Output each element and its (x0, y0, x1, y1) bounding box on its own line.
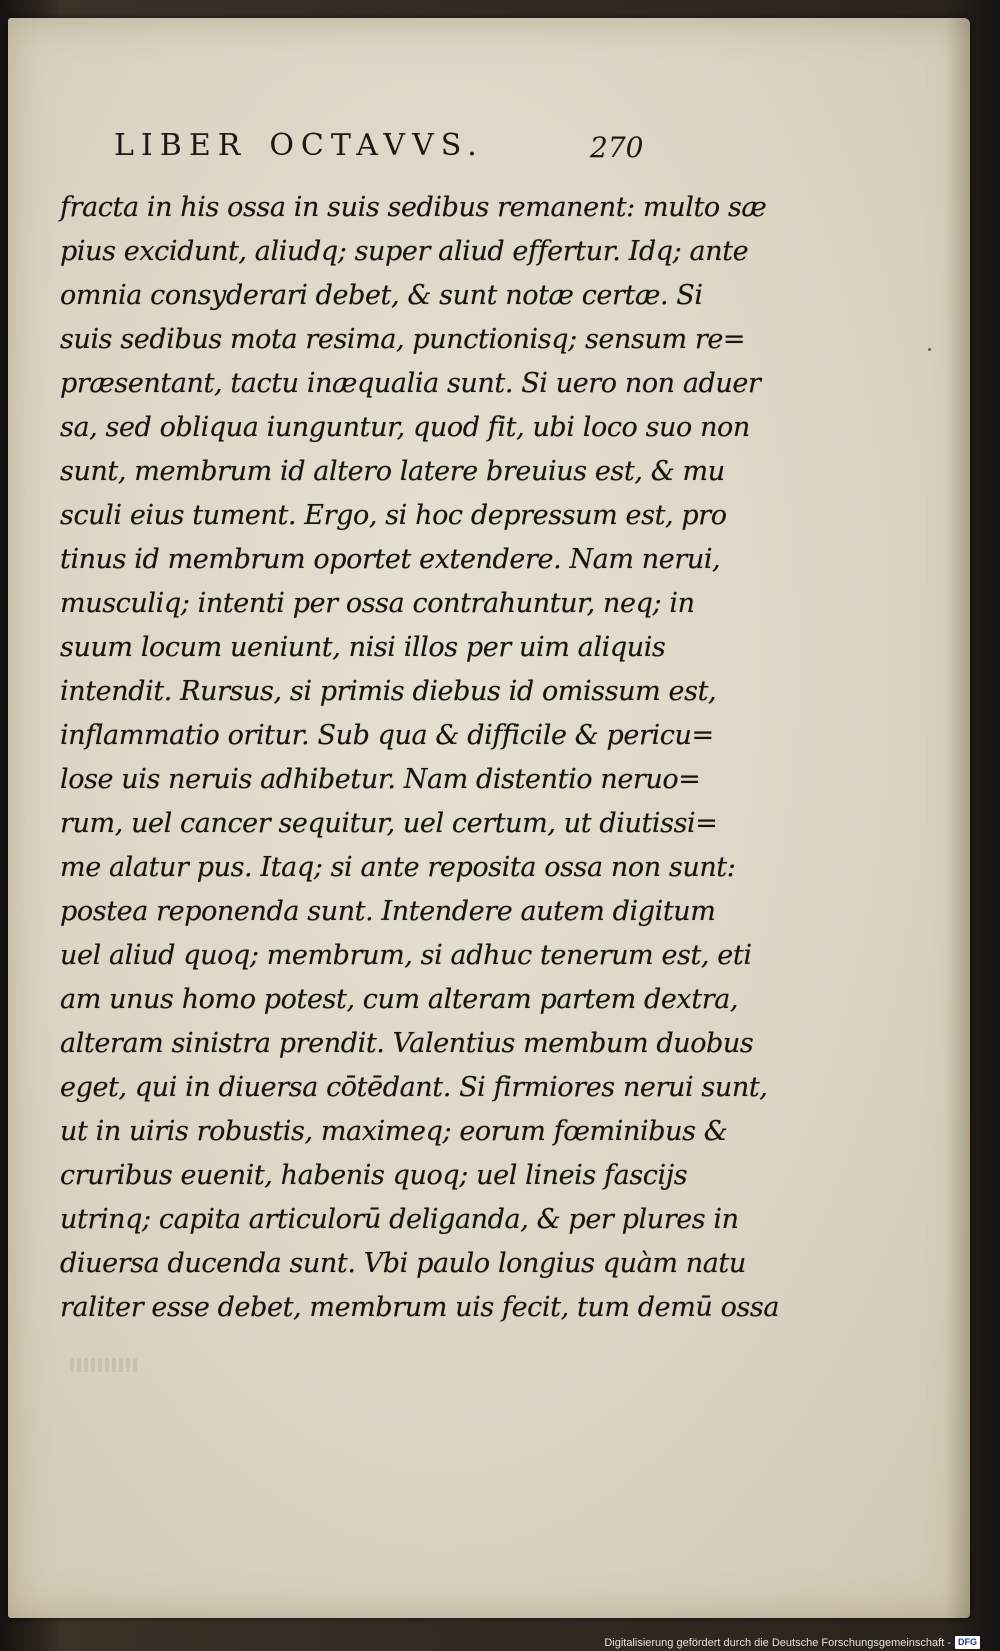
page-number: 270 (590, 131, 644, 164)
text-line: utrinq; capita articulorū deliganda, & per plures in (60, 1204, 739, 1235)
running-head-word-1: LIBER (114, 128, 248, 163)
dfg-logo: DFG (955, 1636, 980, 1649)
text-line: suum locum ueniunt, nisi illos per uim aliquis (60, 632, 666, 663)
text-line: lose uis neruis adhibetur. Nam distentio neruo= (60, 764, 701, 795)
text-line: musculiq; intenti per ossa contrahuntur, neq; in (60, 588, 695, 619)
text-line: sa, sed obliqua iunguntur, quod fit, ubi loco suo non (60, 412, 750, 443)
running-head-word-2: OCTAVVS. (269, 128, 484, 163)
book-page (8, 18, 970, 1618)
text-line: intendit. Rursus, si primis diebus id omissum est, (60, 676, 717, 707)
text-line: cruribus euenit, habenis quoq; uel lineis fascijs (60, 1160, 688, 1191)
text-line: eget, qui in diuersa cōtēdant. Si firmiores nerui sunt, (60, 1072, 768, 1103)
text-line: uel aliud quoq; membrum, si adhuc tenerum est, eti (60, 940, 752, 971)
text-line: sculi eius tument. Ergo, si hoc depressum est, pro (60, 500, 727, 531)
text-line: postea reponenda sunt. Intendere autem digitum (60, 896, 716, 927)
page-edge-shadow (946, 18, 970, 1618)
body-text (60, 186, 780, 1330)
stray-ink-dot (928, 348, 931, 351)
text-line: fracta in his ossa in suis sedibus remanent: multo sæ (60, 192, 767, 223)
running-head (114, 128, 484, 163)
text-line: omnia consyderari debet, & sunt notæ certæ. Si (60, 280, 703, 311)
text-line: præsentant, tactu inæqualia sunt. Si uero non aduer (60, 368, 761, 399)
text-line: sunt, membrum id altero latere breuius est, & mu (60, 456, 725, 487)
text-line: pius excidunt, aliudq; super aliud effertur. Idq; ante (60, 236, 749, 267)
text-line: alteram sinistra prendit. Valentius membum duobus (60, 1028, 754, 1059)
text-line: me alatur pus. Itaq; si ante reposita ossa non sunt: (60, 852, 736, 883)
text-line: raliter esse debet, membrum uis fecit, tum demū ossa (60, 1292, 780, 1323)
text-line: rum, uel cancer sequitur, uel certum, ut diutissi= (60, 808, 718, 839)
text-line: ut in uiris robustis, maximeq; eorum fœminibus & (60, 1116, 728, 1147)
text-line: tinus id membrum oportet extendere. Nam nerui, (60, 544, 721, 575)
text-line: inflammatio oritur. Sub qua & difficile & pericu= (60, 720, 714, 751)
text-line: diuersa ducenda sunt. Vbi paulo longius quàm natu (60, 1248, 746, 1279)
faint-stamp-mark (70, 1358, 138, 1372)
text-line: suis sedibus mota resima, punctionisq; sensum re= (60, 324, 746, 355)
credit-text: Digitalisierung gefördert durch die Deutsche Forschungsgemeinschaft - (604, 1636, 951, 1649)
digitization-credit (604, 1636, 980, 1649)
text-line: am unus homo potest, cum alteram partem dextra, (60, 984, 739, 1015)
